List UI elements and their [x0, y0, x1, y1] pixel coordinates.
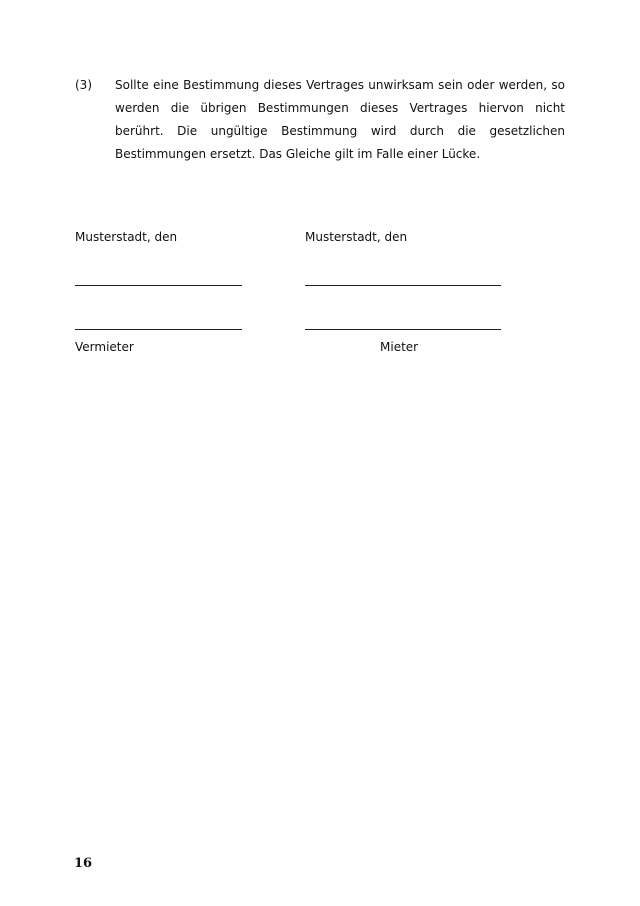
clause-text: Sollte eine Bestimmung dieses Vertrages unwirksam sein oder werden, so werden die übrigen Bestimmungen dieses Vertrages hiervon nicht berührt. Die ungültige Bestimmung wird durch die gesetzlichen Bestimmungen ersetzt. Das Gleiche gilt im Falle einer Lücke.	[115, 78, 565, 161]
page-number: 16	[74, 856, 93, 871]
tenant-place-date: Musterstadt, den	[305, 230, 408, 244]
landlord-signature-line	[75, 329, 242, 330]
landlord-date-line	[75, 285, 242, 286]
tenant-date-line	[305, 285, 501, 286]
clause-number: (3)	[75, 78, 92, 92]
landlord-label: Vermieter	[75, 340, 134, 354]
tenant-label: Mieter	[380, 340, 419, 354]
tenant-signature-line	[305, 329, 501, 330]
landlord-place-date: Musterstadt, den	[75, 230, 178, 244]
